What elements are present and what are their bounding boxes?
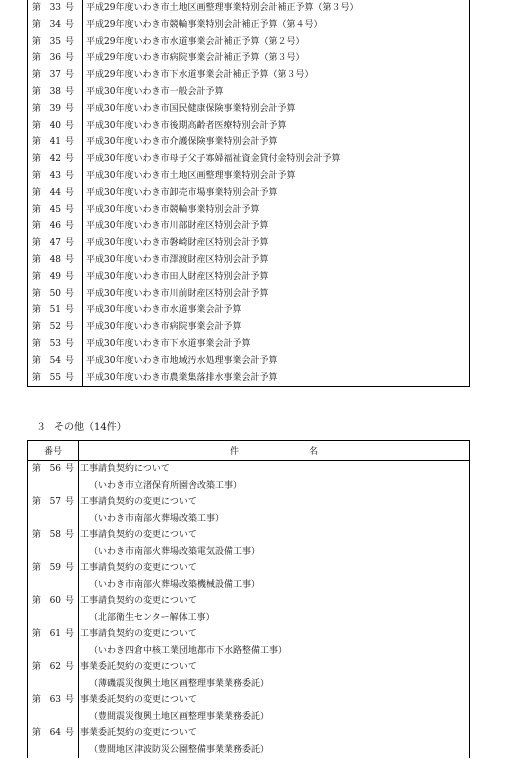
number-value: 62 xyxy=(49,662,62,672)
bill-title: 平成30年度いわき市土地区画整理事業特別会計予算 xyxy=(86,170,296,181)
item-detail: （薄磯震災復興土地区画整理事業業務委託） xyxy=(89,678,270,689)
number-prefix: 第 xyxy=(32,204,42,215)
number-suffix: 号 xyxy=(65,464,75,474)
number-value: 50 xyxy=(49,288,62,299)
number-prefix: 第 xyxy=(32,120,42,131)
bill-title: 平成30年度いわき市後期高齢者医療特別会計予算 xyxy=(86,120,287,131)
number-suffix: 号 xyxy=(65,271,75,282)
item-detail: （いわき市立渚保育所園舎改築工事） xyxy=(89,480,243,491)
number-suffix: 号 xyxy=(65,19,75,30)
number-suffix: 号 xyxy=(65,288,75,299)
number-prefix: 第 xyxy=(32,53,42,64)
item-number xyxy=(28,84,83,101)
bill-title: 平成30年度いわき市一般会計予算 xyxy=(86,86,224,97)
bill-title: 平成29年度いわき市水道事業会計補正予算（第２号） xyxy=(86,36,305,47)
number-suffix: 号 xyxy=(65,3,75,13)
table-row xyxy=(28,67,470,84)
number-value: 40 xyxy=(49,120,62,131)
item-title: 工事請負契約について xyxy=(80,464,170,474)
item-number xyxy=(28,235,83,252)
bill-title: 平成30年度いわき市下水道事業会計予算 xyxy=(86,338,251,349)
bill-title: 平成29年度いわき市競輪事業特別会計補正予算（第４号） xyxy=(86,19,323,30)
table-row-detail xyxy=(28,643,470,660)
number-suffix: 号 xyxy=(65,103,75,114)
item-number xyxy=(28,151,83,168)
number-suffix: 号 xyxy=(65,322,75,333)
number-suffix: 号 xyxy=(65,662,75,672)
table-row-detail xyxy=(28,610,470,627)
item-title: 工事請負契約の変更について xyxy=(80,497,197,507)
number-value: 48 xyxy=(49,254,62,265)
item-detail: （いわき市南部火葬場改築機械設備工事） xyxy=(89,579,261,590)
number-prefix: 第 xyxy=(32,695,42,705)
item-number xyxy=(28,725,79,742)
bill-title: 平成30年度いわき市介護保険事業特別会計予算 xyxy=(86,137,278,148)
empty-number-cell xyxy=(28,544,79,561)
table-row xyxy=(28,252,470,269)
empty-number-cell xyxy=(28,709,79,726)
item-number xyxy=(28,319,83,336)
table-row-detail xyxy=(28,676,470,693)
number-value: 39 xyxy=(49,103,62,114)
bill-title: 平成30年度いわき市川前財産区特別会計予算 xyxy=(86,288,269,299)
item-title: 事業委託契約の変更について xyxy=(80,695,197,705)
number-prefix: 第 xyxy=(32,563,42,573)
number-value: 49 xyxy=(49,271,62,282)
bill-title: 平成30年度いわき市地域汚水処理事業会計予算 xyxy=(86,355,278,366)
number-prefix: 第 xyxy=(32,288,42,299)
number-value: 64 xyxy=(49,728,62,738)
table-header-row xyxy=(28,441,470,461)
bill-title: 平成30年度いわき市磐崎財産区特別会計予算 xyxy=(86,238,269,249)
item-number xyxy=(28,370,83,387)
bill-title: 平成29年度いわき市土地区画整理事業特別会計補正予算（第３号） xyxy=(86,3,359,13)
item-number xyxy=(28,17,83,34)
item-number xyxy=(28,353,83,370)
number-prefix: 第 xyxy=(32,221,42,232)
table-row xyxy=(28,319,470,336)
number-prefix: 第 xyxy=(32,355,42,366)
bill-title: 平成30年度いわき市農業集落排水事業会計予算 xyxy=(86,372,278,383)
header-name-char-2: 名 xyxy=(309,447,319,457)
number-suffix: 号 xyxy=(65,36,75,47)
number-value: 38 xyxy=(49,86,62,97)
bill-title: 平成30年度いわき市卸売市場事業特別会計予算 xyxy=(86,187,278,198)
bill-title: 平成30年度いわき市田人財産区特別会計予算 xyxy=(86,271,269,282)
number-suffix: 号 xyxy=(65,154,75,165)
item-number xyxy=(28,626,79,643)
number-suffix: 号 xyxy=(65,530,75,540)
number-suffix: 号 xyxy=(65,596,75,606)
item-title: 工事請負契約の変更について xyxy=(80,629,197,639)
table-row xyxy=(28,202,470,219)
table-row xyxy=(28,370,470,387)
number-suffix: 号 xyxy=(65,204,75,215)
bill-title: 平成30年度いわき市水道事業会計予算 xyxy=(86,305,242,316)
table-row xyxy=(28,494,470,511)
table-row-detail xyxy=(28,511,470,528)
number-prefix: 第 xyxy=(32,372,42,383)
item-number xyxy=(28,252,83,269)
item-detail: （いわき四倉中核工業団地都市下水路整備工事） xyxy=(89,645,288,656)
table-row xyxy=(28,353,470,370)
table-row-detail xyxy=(28,478,470,495)
header-name xyxy=(79,441,470,461)
number-prefix: 第 xyxy=(32,3,42,13)
number-suffix: 号 xyxy=(65,120,75,131)
table-row xyxy=(28,0,470,17)
section-heading xyxy=(36,418,135,433)
number-value: 37 xyxy=(49,70,62,81)
number-value: 55 xyxy=(49,372,62,383)
item-number xyxy=(28,50,83,67)
number-suffix: 号 xyxy=(65,53,75,64)
number-suffix: 号 xyxy=(65,305,75,316)
empty-number-cell xyxy=(28,676,79,693)
number-value: 44 xyxy=(49,187,62,198)
number-suffix: 号 xyxy=(65,86,75,97)
number-suffix: 号 xyxy=(65,355,75,366)
number-value: 47 xyxy=(49,238,62,249)
item-number xyxy=(28,101,83,118)
table-row xyxy=(28,725,470,742)
item-number xyxy=(28,461,79,478)
number-value: 52 xyxy=(49,322,62,333)
table-row xyxy=(28,185,470,202)
table-row xyxy=(28,151,470,168)
section-number: ３ xyxy=(36,422,46,433)
item-detail: （いわき市南部火葬場改築工事） xyxy=(89,513,225,524)
table-row xyxy=(28,336,470,353)
number-value: 58 xyxy=(49,530,62,540)
table-row xyxy=(28,593,470,610)
number-prefix: 第 xyxy=(32,338,42,349)
table-row-detail xyxy=(28,742,470,759)
item-number xyxy=(28,34,83,51)
number-suffix: 号 xyxy=(65,497,75,507)
bill-title: 平成30年度いわき市川部財産区特別会計予算 xyxy=(86,221,269,232)
number-prefix: 第 xyxy=(32,170,42,181)
table-row xyxy=(28,17,470,34)
number-prefix: 第 xyxy=(32,238,42,249)
item-detail: （豊間震災復興土地区画整理事業業務委託） xyxy=(89,711,270,722)
item-detail: （北部衛生センター解体工事） xyxy=(89,612,215,623)
number-suffix: 号 xyxy=(65,221,75,232)
number-value: 56 xyxy=(49,464,62,474)
number-prefix: 第 xyxy=(32,103,42,114)
number-prefix: 第 xyxy=(32,271,42,282)
number-value: 35 xyxy=(49,36,62,47)
number-suffix: 号 xyxy=(65,137,75,148)
table-row xyxy=(28,461,470,478)
table-row xyxy=(28,168,470,185)
number-suffix: 号 xyxy=(65,170,75,181)
number-prefix: 第 xyxy=(32,19,42,30)
number-suffix: 号 xyxy=(65,372,75,383)
number-value: 45 xyxy=(49,204,62,215)
bill-list-body xyxy=(28,0,470,387)
number-suffix: 号 xyxy=(65,629,75,639)
number-suffix: 号 xyxy=(65,695,75,705)
table-row-detail xyxy=(28,544,470,561)
number-prefix: 第 xyxy=(32,728,42,738)
item-number xyxy=(28,494,79,511)
item-number xyxy=(28,286,83,303)
item-number xyxy=(28,527,79,544)
number-prefix: 第 xyxy=(32,187,42,198)
empty-number-cell xyxy=(28,577,79,594)
item-title: 事業委託契約の変更について xyxy=(80,728,197,738)
item-number xyxy=(28,134,83,151)
item-number xyxy=(28,67,83,84)
number-value: 57 xyxy=(49,497,62,507)
table-row xyxy=(28,218,470,235)
number-suffix: 号 xyxy=(65,338,75,349)
number-prefix: 第 xyxy=(32,254,42,265)
number-prefix: 第 xyxy=(32,497,42,507)
table-row-detail xyxy=(28,709,470,726)
bill-title: 平成30年度いわき市病院事業会計予算 xyxy=(86,322,242,333)
item-detail: （いわき市南部火葬場改築電気設備工事） xyxy=(89,546,261,557)
table-row xyxy=(28,269,470,286)
header-number: 番号 xyxy=(28,441,79,461)
bill-title: 平成30年度いわき市澤渡財産区特別会計予算 xyxy=(86,254,269,265)
item-number xyxy=(28,0,83,17)
number-prefix: 第 xyxy=(32,662,42,672)
table-row xyxy=(28,659,470,676)
number-value: 61 xyxy=(49,629,62,639)
number-value: 42 xyxy=(49,154,62,165)
other-items-table xyxy=(27,440,470,758)
bill-list-table xyxy=(27,0,470,387)
item-title: 工事請負契約の変更について xyxy=(80,530,197,540)
header-name-char-1: 件 xyxy=(229,447,239,457)
empty-number-cell xyxy=(28,478,79,495)
item-number xyxy=(28,202,83,219)
item-number xyxy=(28,168,83,185)
number-prefix: 第 xyxy=(32,137,42,148)
number-prefix: 第 xyxy=(32,629,42,639)
number-suffix: 号 xyxy=(65,187,75,198)
item-title: 事業委託契約の変更について xyxy=(80,662,197,672)
table-row xyxy=(28,101,470,118)
table-row xyxy=(28,692,470,709)
number-suffix: 号 xyxy=(65,254,75,265)
table-row xyxy=(28,286,470,303)
table-row xyxy=(28,50,470,67)
bill-title: 平成30年度いわき市母子父子寡婦福祉資金貸付金特別会計予算 xyxy=(86,154,341,165)
empty-number-cell xyxy=(28,511,79,528)
item-number xyxy=(28,593,79,610)
number-prefix: 第 xyxy=(32,305,42,316)
number-prefix: 第 xyxy=(32,530,42,540)
empty-number-cell xyxy=(28,643,79,660)
table-row xyxy=(28,527,470,544)
number-value: 34 xyxy=(49,19,62,30)
table-row xyxy=(28,302,470,319)
number-value: 46 xyxy=(49,221,62,232)
bill-title: 平成29年度いわき市下水道事業会計補正予算（第３号） xyxy=(86,70,314,81)
number-prefix: 第 xyxy=(32,70,42,81)
item-title: 工事請負契約の変更について xyxy=(80,596,197,606)
table-row xyxy=(28,626,470,643)
number-value: 60 xyxy=(49,596,62,606)
other-items-body xyxy=(28,461,470,759)
number-suffix: 号 xyxy=(65,70,75,81)
item-number xyxy=(28,269,83,286)
table-row xyxy=(28,235,470,252)
number-prefix: 第 xyxy=(32,36,42,47)
table-row xyxy=(28,134,470,151)
item-number xyxy=(28,659,79,676)
number-prefix: 第 xyxy=(32,154,42,165)
item-number xyxy=(28,336,83,353)
bill-title: 平成29年度いわき市病院事業会計補正予算（第３号） xyxy=(86,53,305,64)
item-detail: （豊間地区津波防災公園整備事業業務委託） xyxy=(89,744,270,755)
number-value: 63 xyxy=(49,695,62,705)
table-row xyxy=(28,118,470,135)
table-row xyxy=(28,84,470,101)
number-value: 53 xyxy=(49,338,62,349)
number-value: 33 xyxy=(49,3,62,13)
number-prefix: 第 xyxy=(32,464,42,474)
item-number xyxy=(28,185,83,202)
item-number xyxy=(28,302,83,319)
item-number xyxy=(28,118,83,135)
item-number xyxy=(28,692,79,709)
number-suffix: 号 xyxy=(65,238,75,249)
bill-title: 平成30年度いわき市国民健康保険事業特別会計予算 xyxy=(86,103,296,114)
number-value: 36 xyxy=(49,53,62,64)
table-row-detail xyxy=(28,577,470,594)
section-title: その他（14件） xyxy=(54,422,127,433)
number-prefix: 第 xyxy=(32,596,42,606)
number-suffix: 号 xyxy=(65,728,75,738)
number-value: 54 xyxy=(49,355,62,366)
number-value: 51 xyxy=(49,305,62,316)
number-prefix: 第 xyxy=(32,86,42,97)
empty-number-cell xyxy=(28,742,79,759)
item-title: 工事請負契約の変更について xyxy=(80,563,197,573)
number-value: 59 xyxy=(49,563,62,573)
number-value: 41 xyxy=(49,137,62,148)
number-prefix: 第 xyxy=(32,322,42,333)
table-row xyxy=(28,34,470,51)
item-number xyxy=(28,560,79,577)
item-number xyxy=(28,218,83,235)
bill-title: 平成30年度いわき市競輪事業特別会計予算 xyxy=(86,204,260,215)
table-row xyxy=(28,560,470,577)
empty-number-cell xyxy=(28,610,79,627)
number-value: 43 xyxy=(49,170,62,181)
number-suffix: 号 xyxy=(65,563,75,573)
